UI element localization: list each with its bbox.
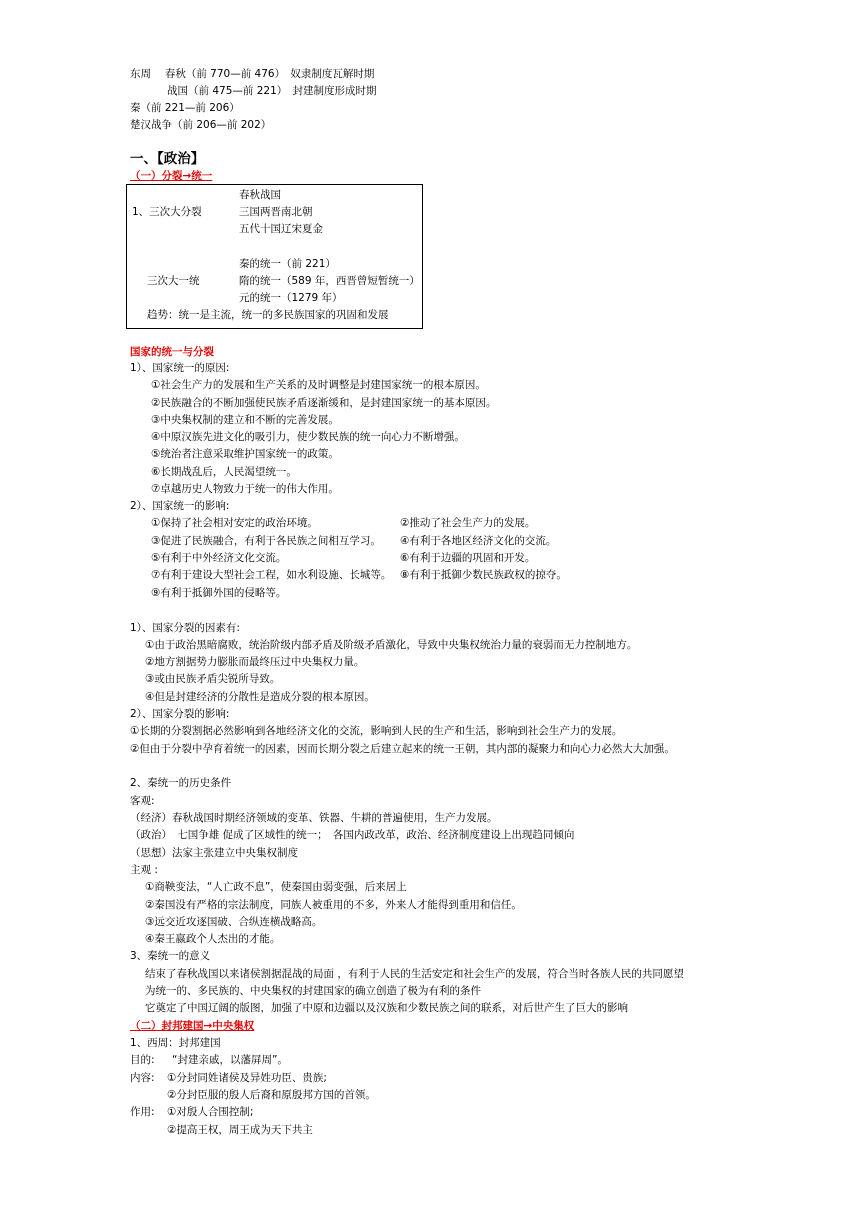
section-title: 一、【政治】	[130, 151, 205, 167]
western-zhou-title: 1、西周：封邦建国	[130, 1037, 221, 1049]
split-effects-title: 2）、国家分裂的影响:	[130, 708, 230, 720]
content-item: ②分封臣服的殷人后裔和原殷邦方国的首领。	[167, 1089, 376, 1101]
box-split-item: 春秋战国	[239, 189, 281, 201]
split-factors-title: 1）、国家分裂的因素有:	[130, 622, 240, 634]
unity-effects-title: 2）、国家统一的影响:	[130, 500, 230, 512]
unity-effect: ⑦有利于建设大型社会工程，如水利设施、长城等。	[151, 569, 392, 581]
split-factor: ①由于政治黑暗腐败，统治阶级内部矛盾及阶级矛盾激化，导致中央集权统治力量的衰弱而无力控制地方。	[145, 639, 638, 651]
unity-effect: ③促进了民族融合，有利于各民族之间相互学习。	[151, 535, 381, 547]
unity-reason: ⑦卓越历史人物致力于统一的伟大作用。	[151, 483, 339, 495]
box-split-item: 三国两晋南北朝	[239, 206, 313, 218]
unity-effect: ⑨有利于抵御外国的侵略等。	[151, 587, 287, 599]
period-line: 战国（前 475—前 221） 封建制度形成时期	[167, 85, 377, 97]
objective-item: （经济）春秋战国时期经济领域的变革、铁器、牛耕的普遍使用，生产力发展。	[130, 812, 498, 824]
subsection-title: （一）分裂→统一	[130, 170, 213, 182]
unity-reason: ③中央集权制的建立和不断的完善发展。	[151, 414, 339, 426]
objective-item: （思想）法家主张建立中央集权制度	[130, 847, 298, 859]
unity-effect: ⑥有利于边疆的巩固和开发。	[400, 552, 536, 564]
objective-label: 客观:	[130, 795, 155, 807]
subjective-item: ④秦王嬴政个人杰出的才能。	[145, 933, 281, 945]
box-unify-item: 元的统一（1279 年）	[239, 292, 343, 304]
unity-reason: ⑥长期战乱后，人民渴望统一。	[151, 466, 297, 478]
split-effect: ②但由于分裂中孕育着统一的因素，因而长期分裂之后建立起来的统一王朝，其内部的凝聚力和向心力必然大大加强。	[130, 743, 675, 755]
qin-meaning-line: 它奠定了中国辽阔的版图，加强了中原和边疆以及汉族和少数民族之间的联系，对后世产生了巨大的影响	[145, 1002, 628, 1014]
unity-reasons-title: 1）、国家统一的原因:	[130, 362, 230, 374]
function-label: 作用:	[130, 1106, 155, 1118]
subjective-item: ①商鞅变法，“人亡政不息”，使秦国由弱变强，后来居上	[145, 881, 407, 893]
objective-item: （政治） 七国争雄 促成了区域性的统一； 各国内政改革，政治、经济制度建设上出现趋同倾向	[130, 829, 575, 841]
box-split-label: 1、三次大分裂	[132, 206, 202, 218]
box-unify-item: 秦的统一（前 221）	[239, 258, 336, 270]
split-factor: ③或由民族矛盾尖锐所导致。	[145, 673, 281, 685]
function-item: ②提高王权，周王成为天下共主	[167, 1124, 313, 1136]
box-unify-label: 三次大一统	[147, 275, 200, 287]
content-label: 内容:	[130, 1072, 155, 1084]
qin-meaning-line: 结束了春秋战国以来诸侯割据混战的局面 ，有利于人民的生活安定和社会生产的发展，符合当时各族人民的共同愿望	[145, 968, 684, 980]
unity-reason: ⑤统治者注意采取维护国家统一的政策。	[151, 448, 339, 460]
purpose-label: 目的:	[130, 1054, 155, 1066]
period-line: 东周 春秋（前 770—前 476） 奴隶制度瓦解时期	[130, 68, 375, 80]
box-trend: 趋势：统一是主流，统一的多民族国家的巩固和发展	[147, 309, 389, 321]
subjective-label: 主观 :	[130, 864, 158, 876]
function-item: ①对殷人合围控制;	[167, 1106, 254, 1118]
unity-reason: ④中原汉族先进文化的吸引力，使少数民族的统一向心力不断增强。	[151, 431, 465, 443]
content-item: ①分封同姓诸侯及异姓功臣、贵族;	[167, 1072, 327, 1084]
qin-meaning-line: 为统一的、多民族的、中央集权的封建国家的确立创造了极为有利的条件	[145, 985, 481, 997]
subjective-item: ②秦国没有严格的宗法制度，同族人被重用的不多，外来人才能得到重用和信任。	[145, 899, 522, 911]
unity-effect: ⑤有利于中外经济文化交流。	[151, 552, 287, 564]
qin-meaning-title: 3、秦统一的意义	[130, 950, 211, 962]
unity-split-title: 国家的统一与分裂	[130, 346, 214, 358]
unity-effect: ④有利于各地区经济文化的交流。	[400, 535, 557, 547]
unity-effect: ⑧有利于抵御少数民族政权的掠夺。	[400, 569, 567, 581]
unity-reason: ①社会生产力的发展和生产关系的及时调整是封建国家统一的根本原因。	[151, 379, 486, 391]
unity-effect: ②推动了社会生产力的发展。	[400, 517, 536, 529]
split-factor: ④但是封建经济的分散性是造成分裂的根本原因。	[145, 691, 375, 703]
qin-title: 2、秦统一的历史条件	[130, 777, 232, 789]
unity-effect: ①保持了社会相对安定的政治环境。	[151, 517, 318, 529]
period-line: 秦（前 221—前 206）	[130, 102, 240, 114]
purpose-text: “封建亲戚，以藩屏周”。	[172, 1054, 288, 1066]
unity-reason: ②民族融合的不断加强使民族矛盾逐渐缓和，是封建国家统一的基本原因。	[151, 397, 497, 409]
period-line: 楚汉战争（前 206—前 202）	[130, 119, 272, 131]
box-split-item: 五代十国辽宋夏金	[239, 223, 323, 235]
split-effect: ①长期的分裂割据必然影响到各地经济文化的交流，影响到人民的生产和生活，影响到社会生产力的发展。	[130, 725, 623, 737]
subsection-title: （二）封邦建国→中央集权	[130, 1020, 255, 1032]
box-unify-item: 隋的统一（589 年，西晋曾短暂统一）	[239, 275, 420, 287]
split-factor: ②地方割据势力膨胀而最终压过中央集权力量。	[145, 656, 365, 668]
subjective-item: ③远交近攻逐国破、合纵连横战略高。	[145, 916, 323, 928]
